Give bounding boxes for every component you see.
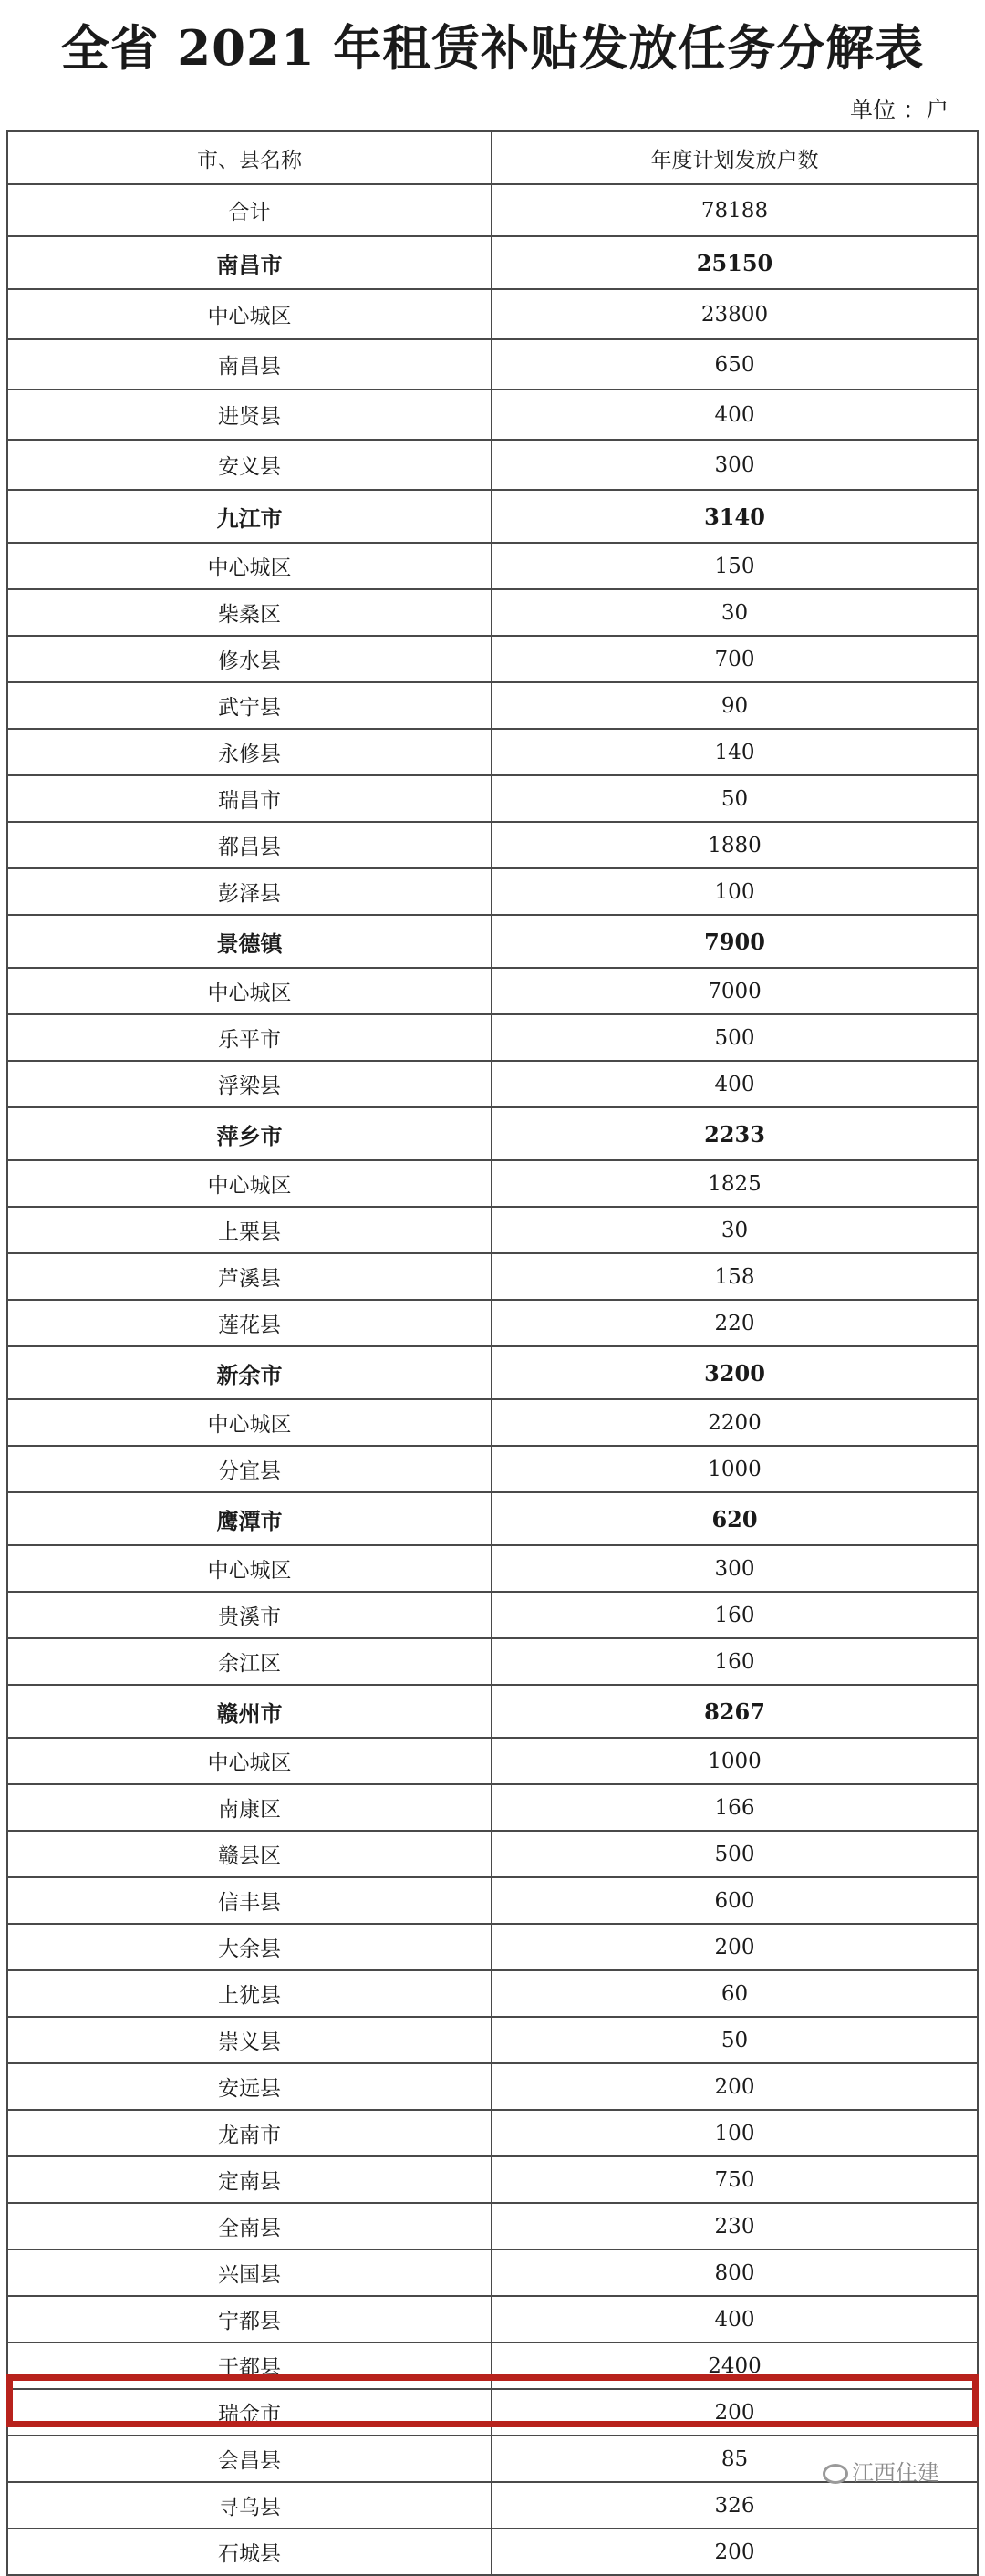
- household-count-cell: 8267: [492, 1685, 978, 1738]
- household-count-cell: 160: [492, 1638, 978, 1685]
- table-row: [7, 2156, 978, 2203]
- table-row: [7, 682, 978, 729]
- household-count-cell: 140: [492, 729, 978, 775]
- table-row: [7, 2203, 978, 2249]
- table-row: [7, 1014, 978, 1061]
- household-count-cell: 85: [492, 2436, 978, 2482]
- household-count-cell: 25150: [492, 236, 978, 289]
- household-count-cell: 50: [492, 775, 978, 822]
- region-name-cell: 浮梁县: [7, 1061, 492, 1107]
- region-name-cell: 萍乡市: [7, 1107, 492, 1160]
- household-count-cell: 500: [492, 1014, 978, 1061]
- table-header-row: [7, 131, 978, 184]
- table-row: [7, 1107, 978, 1160]
- header-name: 市、县名称: [7, 131, 492, 184]
- household-count-cell: 300: [492, 440, 978, 490]
- household-count-cell: 30: [492, 589, 978, 636]
- table-row: [7, 1545, 978, 1592]
- table-row: [7, 1638, 978, 1685]
- household-count-cell: 400: [492, 2296, 978, 2342]
- region-name-cell: 余江区: [7, 1638, 492, 1685]
- table-row: [7, 1784, 978, 1831]
- household-count-cell: 50: [492, 2017, 978, 2063]
- header-value: 年度计划发放户数: [492, 131, 978, 184]
- watermark: [823, 2453, 939, 2493]
- household-count-cell: 220: [492, 1300, 978, 1346]
- table-row: [7, 2529, 978, 2575]
- household-count-cell: 200: [492, 2529, 978, 2575]
- household-count-cell: 7900: [492, 915, 978, 968]
- region-name-cell: 乐平市: [7, 1014, 492, 1061]
- region-name-cell: 中心城区: [7, 1160, 492, 1207]
- region-name-cell: 柴桑区: [7, 589, 492, 636]
- household-count-cell: 750: [492, 2156, 978, 2203]
- table-row: [7, 1399, 978, 1446]
- table-row: [7, 2249, 978, 2296]
- household-count-cell: 166: [492, 1784, 978, 1831]
- household-count-cell: 2233: [492, 1107, 978, 1160]
- table-row: [7, 184, 978, 236]
- table-row: [7, 1592, 978, 1638]
- household-count-cell: 100: [492, 2110, 978, 2156]
- household-count-cell: 160: [492, 1592, 978, 1638]
- region-name-cell: 宁都县: [7, 2296, 492, 2342]
- table-row: [7, 1346, 978, 1399]
- table-row: [7, 390, 978, 440]
- region-name-cell: 赣县区: [7, 1831, 492, 1877]
- wechat-icon: [823, 2464, 848, 2484]
- table-row: [7, 1446, 978, 1492]
- household-count-cell: 400: [492, 1061, 978, 1107]
- household-count-cell: 500: [492, 1831, 978, 1877]
- region-name-cell: 修水县: [7, 636, 492, 682]
- region-name-cell: 南康区: [7, 1784, 492, 1831]
- region-name-cell: 龙南市: [7, 2110, 492, 2156]
- table-row: [7, 490, 978, 543]
- table-row: [7, 1061, 978, 1107]
- table-row: [7, 1253, 978, 1300]
- table-row: [7, 289, 978, 339]
- region-name-cell: 九江市: [7, 490, 492, 543]
- household-count-cell: 230: [492, 2203, 978, 2249]
- household-count-cell: 3200: [492, 1346, 978, 1399]
- table-row: [7, 2017, 978, 2063]
- household-count-cell: 1825: [492, 1160, 978, 1207]
- household-count-cell: 1000: [492, 1738, 978, 1784]
- table-row: [7, 2389, 978, 2436]
- household-count-cell: 600: [492, 1877, 978, 1924]
- table-row: [7, 543, 978, 589]
- table-row: [7, 1738, 978, 1784]
- household-count-cell: 650: [492, 339, 978, 390]
- table-row: [7, 1924, 978, 1970]
- table-row: [7, 729, 978, 775]
- region-name-cell: 贵溪市: [7, 1592, 492, 1638]
- table-row: [7, 1492, 978, 1545]
- region-name-cell: 石城县: [7, 2529, 492, 2575]
- region-name-cell: 合计: [7, 184, 492, 236]
- region-name-cell: 中心城区: [7, 543, 492, 589]
- household-count-cell: 23800: [492, 289, 978, 339]
- table-row: [7, 822, 978, 868]
- region-name-cell: 中心城区: [7, 1545, 492, 1592]
- household-count-cell: 200: [492, 1924, 978, 1970]
- table-row: [7, 236, 978, 289]
- region-name-cell: 芦溪县: [7, 1253, 492, 1300]
- region-name-cell: 上栗县: [7, 1207, 492, 1253]
- allocation-table: [6, 130, 979, 2576]
- region-name-cell: 安义县: [7, 440, 492, 490]
- region-name-cell: 中心城区: [7, 968, 492, 1014]
- region-name-cell: 新余市: [7, 1346, 492, 1399]
- region-name-cell: 崇义县: [7, 2017, 492, 2063]
- household-count-cell: 1000: [492, 1446, 978, 1492]
- region-name-cell: 安远县: [7, 2063, 492, 2110]
- region-name-cell: 中心城区: [7, 289, 492, 339]
- household-count-cell: 60: [492, 1970, 978, 2017]
- region-name-cell: 会昌县: [7, 2436, 492, 2482]
- table-row: [7, 868, 978, 915]
- region-name-cell: 永修县: [7, 729, 492, 775]
- region-name-cell: 定南县: [7, 2156, 492, 2203]
- region-name-cell: 武宁县: [7, 682, 492, 729]
- table-row: [7, 1831, 978, 1877]
- region-name-cell: 中心城区: [7, 1738, 492, 1784]
- household-count-cell: 30: [492, 1207, 978, 1253]
- region-name-cell: 莲花县: [7, 1300, 492, 1346]
- table-row: [7, 968, 978, 1014]
- region-name-cell: 南昌市: [7, 236, 492, 289]
- region-name-cell: 兴国县: [7, 2249, 492, 2296]
- table-row: [7, 1160, 978, 1207]
- table-row: [7, 589, 978, 636]
- region-name-cell: 信丰县: [7, 1877, 492, 1924]
- household-count-cell: 620: [492, 1492, 978, 1545]
- region-name-cell: 大余县: [7, 1924, 492, 1970]
- household-count-cell: 90: [492, 682, 978, 729]
- region-name-cell: 赣州市: [7, 1685, 492, 1738]
- table-row: [7, 1207, 978, 1253]
- region-name-cell: 于都县: [7, 2342, 492, 2389]
- table-row: [7, 1300, 978, 1346]
- household-count-cell: 1880: [492, 822, 978, 868]
- region-name-cell: 瑞金市: [7, 2389, 492, 2436]
- household-count-cell: 200: [492, 2063, 978, 2110]
- region-name-cell: 景德镇: [7, 915, 492, 968]
- table-row: [7, 2063, 978, 2110]
- household-count-cell: 2200: [492, 1399, 978, 1446]
- household-count-cell: 326: [492, 2482, 978, 2529]
- region-name-cell: 鹰潭市: [7, 1492, 492, 1545]
- table-row: [7, 1685, 978, 1738]
- table-row: [7, 440, 978, 490]
- household-count-cell: 158: [492, 1253, 978, 1300]
- region-name-cell: 南昌县: [7, 339, 492, 390]
- table-row: [7, 2296, 978, 2342]
- watermark-text: 江西住建: [852, 2460, 939, 2486]
- region-name-cell: 全南县: [7, 2203, 492, 2249]
- region-name-cell: 上犹县: [7, 1970, 492, 2017]
- region-name-cell: 寻乌县: [7, 2482, 492, 2529]
- unit-label: 单位 ：户: [850, 97, 949, 123]
- region-name-cell: 分宜县: [7, 1446, 492, 1492]
- household-count-cell: 300: [492, 1545, 978, 1592]
- table-row: [7, 915, 978, 968]
- household-count-cell: 100: [492, 868, 978, 915]
- table-row: [7, 2110, 978, 2156]
- table-row: [7, 339, 978, 390]
- household-count-cell: 78188: [492, 184, 978, 236]
- table-row: [7, 2342, 978, 2389]
- region-name-cell: 都昌县: [7, 822, 492, 868]
- household-count-cell: 7000: [492, 968, 978, 1014]
- region-name-cell: 彭泽县: [7, 868, 492, 915]
- table-row: [7, 1877, 978, 1924]
- table-row: [7, 775, 978, 822]
- household-count-cell: 400: [492, 390, 978, 440]
- table-row: [7, 1970, 978, 2017]
- household-count-cell: 800: [492, 2249, 978, 2296]
- household-count-cell: 3140: [492, 490, 978, 543]
- region-name-cell: 瑞昌市: [7, 775, 492, 822]
- household-count-cell: 150: [492, 543, 978, 589]
- household-count-cell: 2400: [492, 2342, 978, 2389]
- region-name-cell: 进贤县: [7, 390, 492, 440]
- household-count-cell: 200: [492, 2389, 978, 2436]
- household-count-cell: 700: [492, 636, 978, 682]
- page-title: 全省 2021 年租赁补贴发放任务分解表: [60, 20, 925, 77]
- table-row: [7, 636, 978, 682]
- region-name-cell: 中心城区: [7, 1399, 492, 1446]
